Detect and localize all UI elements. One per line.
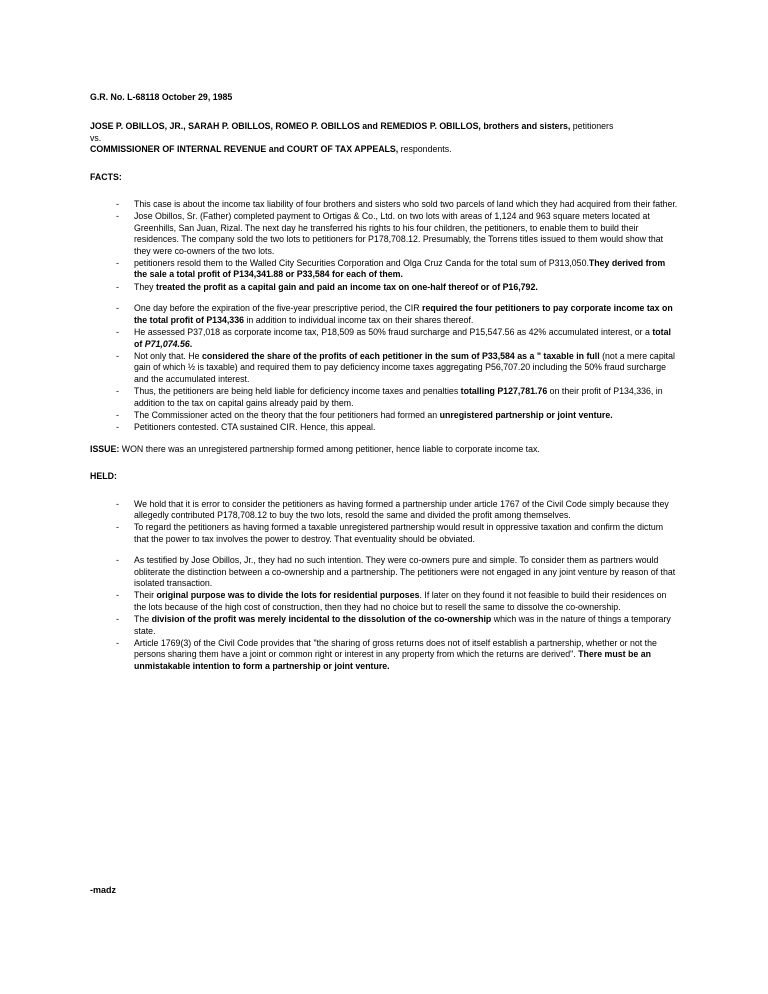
facts-group xyxy=(90,303,680,433)
list-item xyxy=(90,211,680,257)
list-item xyxy=(90,327,680,350)
bullet-dash: - xyxy=(116,590,119,601)
text-run: They derived from the sale a total profit of P134,341.88 or P33,584 for each of them. xyxy=(134,258,666,280)
held-group xyxy=(90,555,680,672)
document-body xyxy=(90,92,680,682)
issue-label: ISSUE: xyxy=(90,443,120,454)
bullet-dash: - xyxy=(116,350,119,361)
text-run: Thus, the petitioners are being held liable for deficiency income taxes and penalties xyxy=(134,386,461,397)
petitioners-role: petitioners xyxy=(570,121,614,132)
list-item xyxy=(90,258,680,281)
list-item xyxy=(90,199,680,210)
petitioners-line xyxy=(90,121,680,132)
text-run: P71,074.56 xyxy=(144,338,190,349)
text-run: Their xyxy=(134,590,157,601)
list-item xyxy=(90,555,680,589)
bullet-dash: - xyxy=(116,522,119,533)
text-run: One day before the expiration of the five-year prescriptive period, the CIR xyxy=(134,303,423,314)
text-run: This case is about the income tax liability of four brothers and sisters who sold two parcels of land which they had acquired from their father. xyxy=(134,199,678,210)
list-item xyxy=(90,590,680,613)
list-item xyxy=(90,614,680,637)
issue-text: WON there was an unregistered partnership formed among petitioner, hence liable to corporate income tax. xyxy=(119,443,540,454)
text-run: treated the profit as a capital gain and paid an income tax on one-half thereof or of P16,792. xyxy=(156,281,538,292)
text-run: original purpose was to divide the lots for residential purposes xyxy=(156,590,420,601)
text-run: unregistered partnership or joint venture. xyxy=(439,409,613,420)
text-run: As testified by Jose Obillos, Jr., they had no such intention. They were co-owners pure and simple. To consider them as partners would obliterate the distinction between a co-ownership and a partnership. The petitioners were not engaged in any joint venture by reason of that isolated transaction. xyxy=(134,555,676,588)
bullet-dash: - xyxy=(116,327,119,338)
facts-heading: FACTS: xyxy=(90,171,122,182)
list-item xyxy=(90,522,680,545)
text-run: considered the share of the profits of each petitioner in the sum of P33,584 as a " taxable in full xyxy=(201,350,600,361)
text-run: The Commissioner acted on the theory that the four petitioners had formed an xyxy=(134,409,440,420)
list-item xyxy=(90,303,680,326)
bullet-dash: - xyxy=(116,498,119,509)
list-item xyxy=(90,410,680,421)
petitioners-names: JOSE P. OBILLOS, JR., SARAH P. OBILLOS, ROMEO P. OBILLOS and REMEDIOS P. OBILLOS, brothers and sisters, xyxy=(90,121,571,132)
text-run: Article 1769(3) of the Civil Code provides that "the sharing of gross returns does not of itself establish a partnership, whether or not the persons sharing them have a joint or common right or interest in any property from which the returns are derived". xyxy=(134,638,657,660)
text-run: We hold that it is error to consider the petitioners as having formed a partnership under article 1767 of the Civil Code simply because they allegedly contributed P178,708.12 to buy the two lots, resold the same and divided the profit among themselves. xyxy=(134,498,669,520)
respondents-line xyxy=(90,144,680,155)
text-run: There must be an unmistakable intention to form a partnership or joint venture. xyxy=(134,649,651,671)
text-run: They xyxy=(134,281,157,292)
bullet-dash: - xyxy=(116,211,119,222)
text-run: He assessed P37,018 as corporate income tax, P18,509 as 50% fraud surcharge and P15,547.56 as 42% accumulated interest, or a xyxy=(134,327,653,338)
bullet-dash: - xyxy=(116,555,119,566)
text-run: on their profit of P134,336, in addition to the tax on capital gains already paid by them. xyxy=(134,386,663,408)
respondents-names: COMMISSIONER OF INTERNAL REVENUE and COURT OF TAX APPEALS, xyxy=(90,144,399,155)
bullet-dash: - xyxy=(116,409,119,420)
text-run: Petitioners contested. CTA sustained CIR. Hence, this appeal. xyxy=(134,422,376,433)
issue-paragraph xyxy=(90,444,680,455)
case-parties xyxy=(90,121,680,155)
text-run: Not only that. He xyxy=(134,350,202,361)
bullet-dash: - xyxy=(116,303,119,314)
text-run: division of the profit was merely incidental to the dissolution of the co-ownership xyxy=(151,614,492,625)
list-item xyxy=(90,386,680,409)
list-item xyxy=(90,282,680,293)
text-run: (not a mere capital gain of which ½ is taxable) and required them to pay deficiency income taxes aggregating P56,707.20 including the 50% fraud surcharge and the accumulated interest. xyxy=(134,350,675,384)
list-item xyxy=(90,351,680,385)
bullet-dash: - xyxy=(116,258,119,269)
bullet-dash: - xyxy=(116,638,119,649)
case-number: G.R. No. L-68118 October 29, 1985 xyxy=(90,92,233,102)
respondents-role: respondents. xyxy=(398,144,452,155)
list-item xyxy=(90,499,680,522)
facts-group xyxy=(90,199,680,293)
text-run: . xyxy=(189,338,193,349)
held-list xyxy=(90,499,680,673)
bullet-dash: - xyxy=(116,199,119,210)
text-run: To regard the petitioners as having formed a taxable unregistered partnership would result in oppressive taxation and confirm the dictum that the power to tax involves the power to destroy. That eventuality should be obviated. xyxy=(134,522,664,544)
text-run: petitioners resold them to the Walled City Securities Corporation and Olga Cruz Canda for the total sum of P313,050. xyxy=(134,258,589,269)
facts-list xyxy=(90,199,680,434)
text-run: Jose Obillos, Sr. (Father) completed payment to Ortigas & Co., Ltd. on two lots with areas of 1,124 and 963 square meters located at Greenhills, San Juan, Rizal. The next day he transferred his rights to his four children, the petitioners, to enable them to build their residences. The company sold the two lots to petitioners for P178,708.12. Presumably, the Torrens titles issued to them would show that they were co-owners of the two lots. xyxy=(134,211,664,256)
text-run: in addition to individual income tax on their shares thereof. xyxy=(243,314,474,325)
text-run: which was in the nature of things a temporary state. xyxy=(134,614,671,636)
held-heading: HELD: xyxy=(90,471,117,482)
list-item xyxy=(90,422,680,433)
bullet-dash: - xyxy=(116,281,119,292)
versus: vs. xyxy=(90,132,102,143)
held-group xyxy=(90,499,680,546)
text-run: total of xyxy=(134,327,671,349)
text-run: The xyxy=(134,614,152,625)
list-item xyxy=(90,638,680,672)
signature: -madz xyxy=(90,885,117,895)
text-run: required the four petitioners to pay corporate income tax on the total profit of P134,336 xyxy=(134,303,673,325)
bullet-dash: - xyxy=(116,422,119,433)
text-run: . If later on they found it not feasible to build their residences on the lots because of the high cost of construction, then they had no choice but to resell the same to dissolve the co-ownership. xyxy=(134,590,667,612)
bullet-dash: - xyxy=(116,386,119,397)
text-run: totalling P127,781.76 xyxy=(460,386,548,397)
bullet-dash: - xyxy=(116,614,119,625)
